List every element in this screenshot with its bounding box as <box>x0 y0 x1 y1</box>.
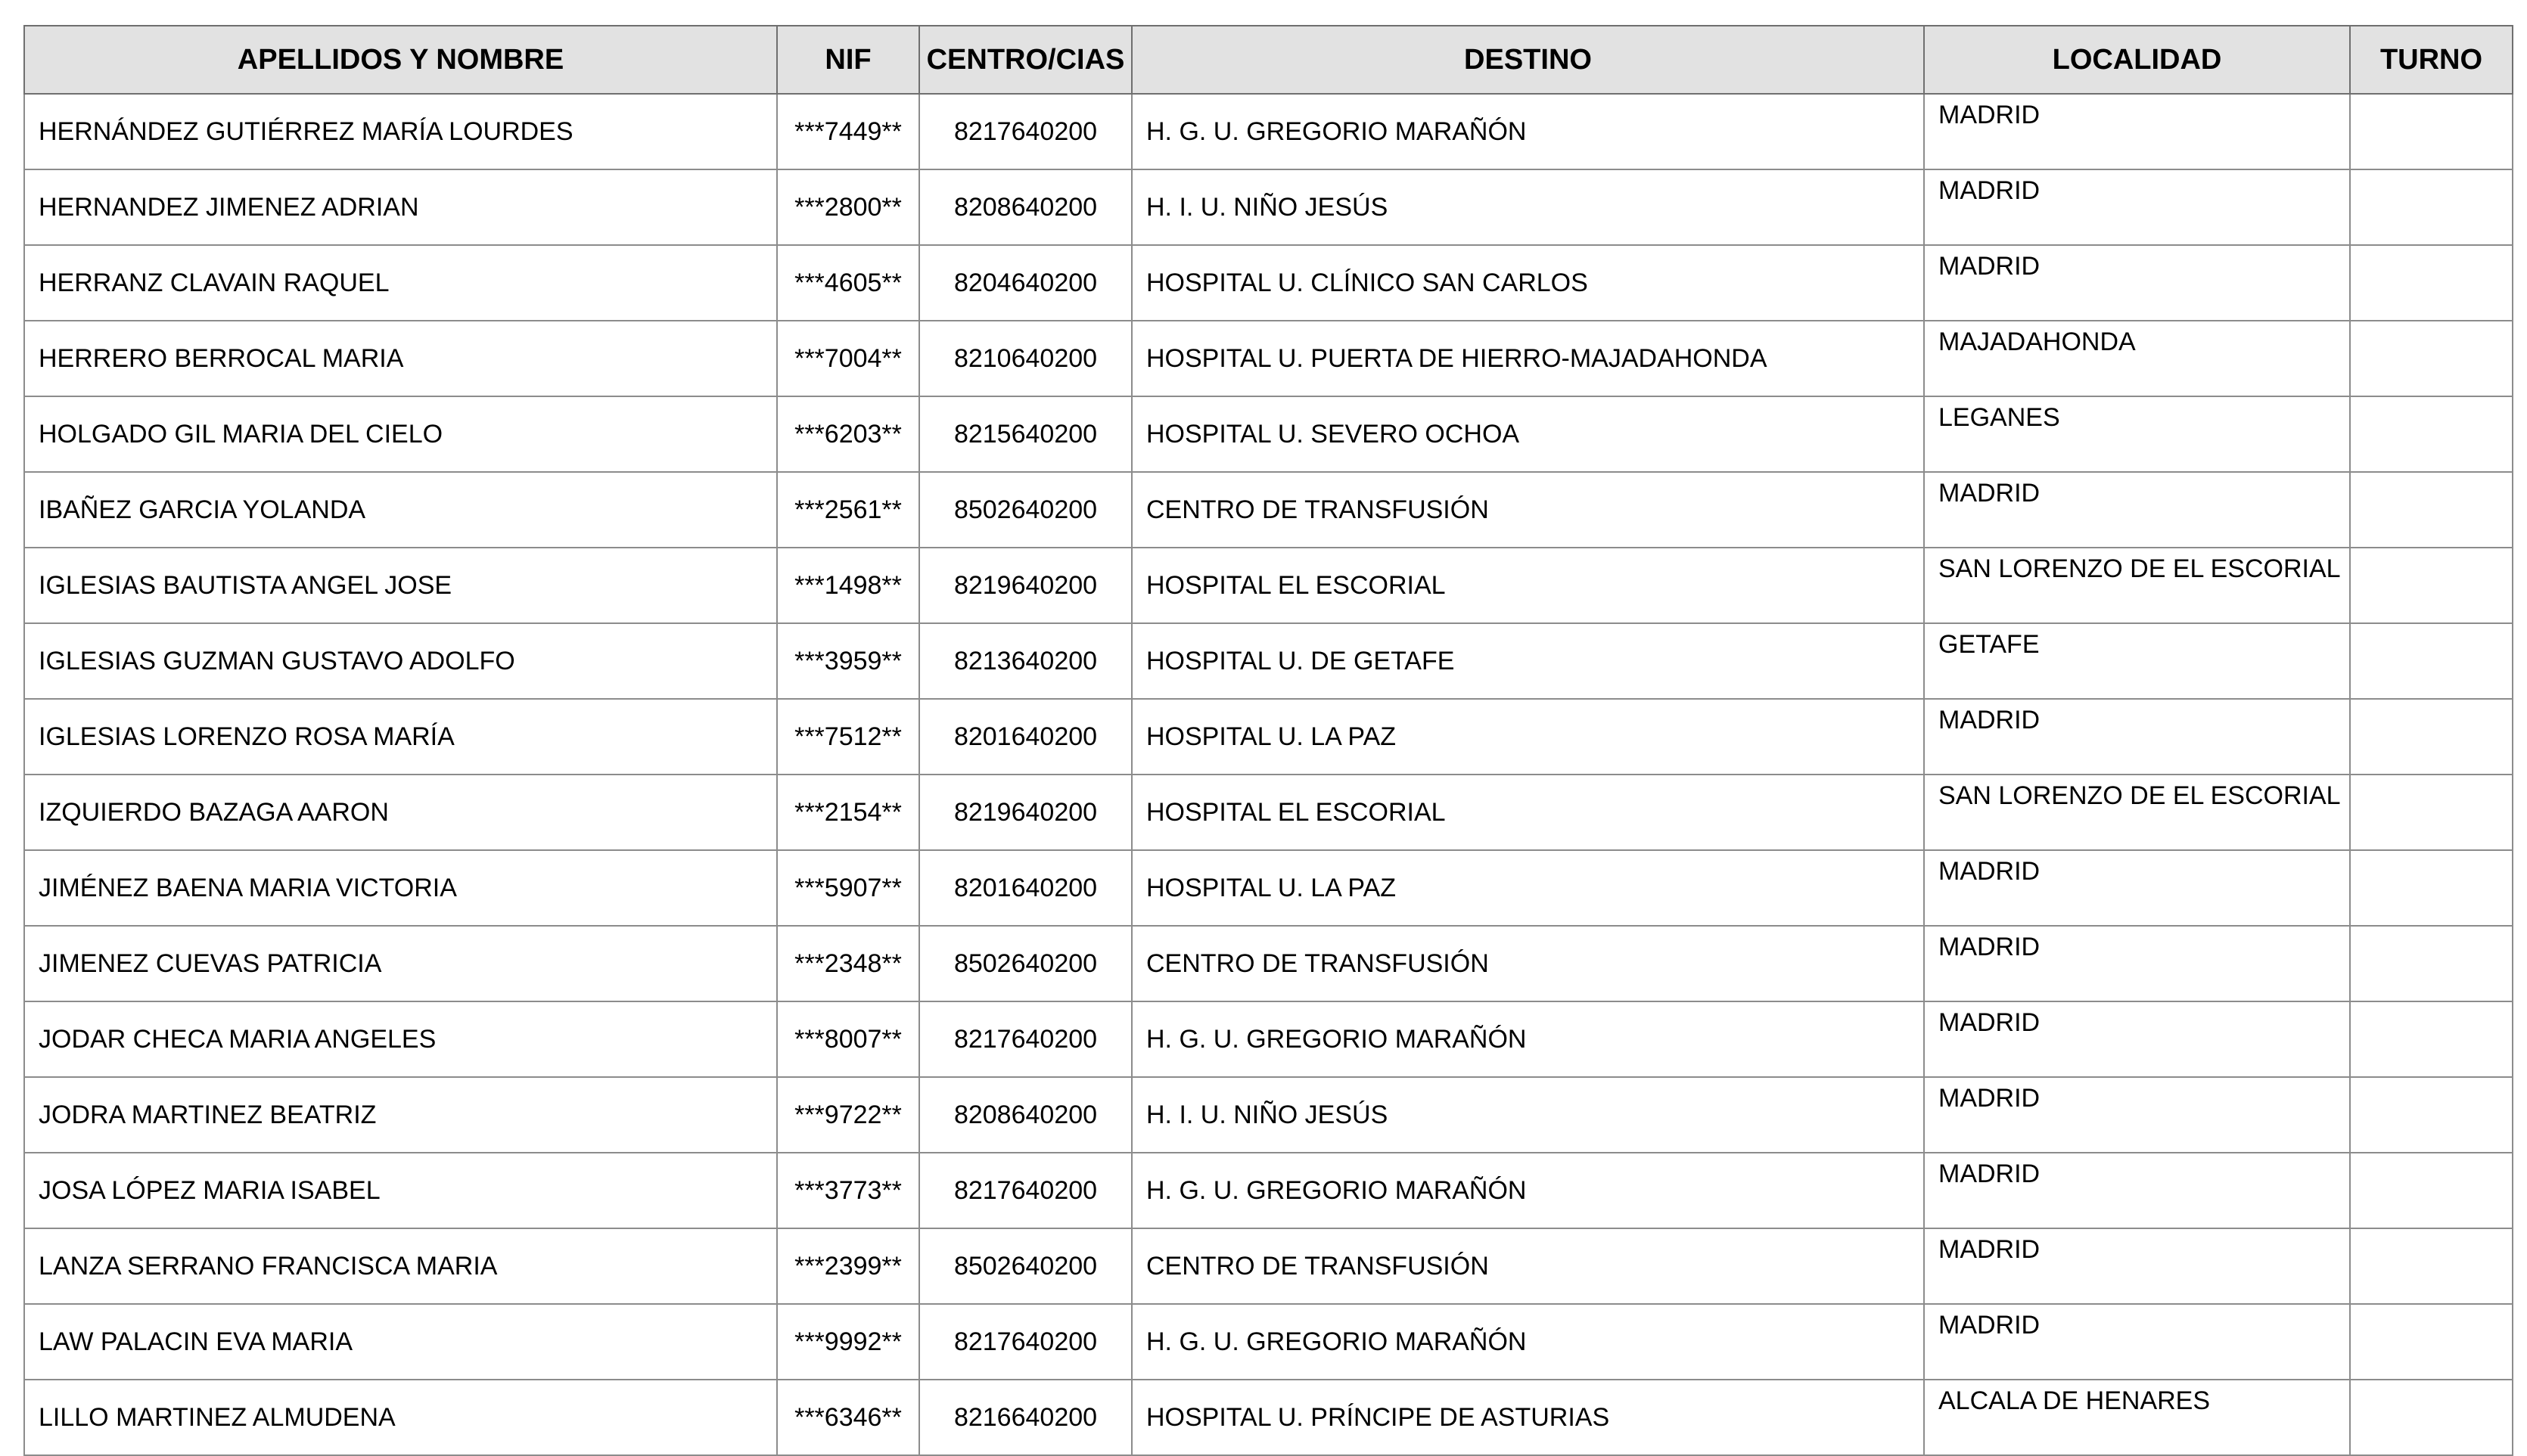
cell-localidad <box>1924 623 2350 699</box>
cell-localidad <box>1924 1304 2350 1380</box>
cell-turno <box>2350 775 2513 850</box>
cell-nif: ***9722** <box>777 1077 919 1153</box>
localidad-text: ALCALA DE HENARES <box>1938 1386 2211 1415</box>
cell-destino: HOSPITAL EL ESCORIAL <box>1132 548 1924 623</box>
cell-apellidos-nombre: JOSA LÓPEZ MARIA ISABEL <box>24 1153 777 1228</box>
cell-destino: H. I. U. NIÑO JESÚS <box>1132 169 1924 245</box>
cell-nif: ***7512** <box>777 699 919 775</box>
cell-localidad <box>1924 1077 2350 1153</box>
cell-centro-cias: 8217640200 <box>919 94 1132 169</box>
cell-turno <box>2350 169 2513 245</box>
cell-turno <box>2350 850 2513 926</box>
cell-turno <box>2350 472 2513 548</box>
cell-centro-cias: 8219640200 <box>919 775 1132 850</box>
localidad-text: MADRID <box>1938 101 2041 129</box>
cell-destino: CENTRO DE TRANSFUSIÓN <box>1132 472 1924 548</box>
cell-localidad <box>1924 775 2350 850</box>
cell-apellidos-nombre: HERNANDEZ JIMENEZ ADRIAN <box>24 169 777 245</box>
table-row <box>24 396 2513 472</box>
cell-apellidos-nombre: IGLESIAS LORENZO ROSA MARÍA <box>24 699 777 775</box>
localidad-text: GETAFE <box>1938 630 2040 659</box>
localidad-text: SAN LORENZO DE EL ESCORIAL <box>1938 781 2341 810</box>
cell-nif: ***7449** <box>777 94 919 169</box>
cell-turno <box>2350 1001 2513 1077</box>
cell-localidad <box>1924 1001 2350 1077</box>
header-localidad: LOCALIDAD <box>1924 26 2350 94</box>
cell-apellidos-nombre: LILLO MARTINEZ ALMUDENA <box>24 1380 777 1455</box>
table-row <box>24 94 2513 169</box>
cell-turno <box>2350 94 2513 169</box>
localidad-text: MADRID <box>1938 857 2041 886</box>
cell-apellidos-nombre: JIMENEZ CUEVAS PATRICIA <box>24 926 777 1001</box>
cell-apellidos-nombre: IZQUIERDO BAZAGA AARON <box>24 775 777 850</box>
localidad-text: MADRID <box>1938 1160 2041 1188</box>
cell-centro-cias: 8208640200 <box>919 169 1132 245</box>
localidad-text: MADRID <box>1938 1008 2041 1037</box>
cell-turno <box>2350 245 2513 321</box>
cell-nif: ***5907** <box>777 850 919 926</box>
cell-nif: ***2399** <box>777 1228 919 1304</box>
cell-nif: ***8007** <box>777 1001 919 1077</box>
cell-destino: H. I. U. NIÑO JESÚS <box>1132 1077 1924 1153</box>
cell-turno <box>2350 926 2513 1001</box>
table-row <box>24 1228 2513 1304</box>
cell-localidad <box>1924 699 2350 775</box>
table-body <box>24 94 2513 1455</box>
cell-nif: ***2348** <box>777 926 919 1001</box>
cell-turno <box>2350 1380 2513 1455</box>
cell-centro-cias: 8204640200 <box>919 245 1132 321</box>
cell-centro-cias: 8213640200 <box>919 623 1132 699</box>
cell-centro-cias: 8217640200 <box>919 1304 1132 1380</box>
cell-nif: ***1498** <box>777 548 919 623</box>
assignments-table-container <box>23 25 2513 1456</box>
cell-nif: ***6346** <box>777 1380 919 1455</box>
cell-nif: ***3959** <box>777 623 919 699</box>
localidad-text: MADRID <box>1938 1084 2041 1113</box>
cell-destino: CENTRO DE TRANSFUSIÓN <box>1132 926 1924 1001</box>
table-row <box>24 169 2513 245</box>
cell-centro-cias: 8502640200 <box>919 926 1132 1001</box>
cell-nif: ***4605** <box>777 245 919 321</box>
table-row <box>24 850 2513 926</box>
cell-localidad <box>1924 926 2350 1001</box>
cell-centro-cias: 8210640200 <box>919 321 1132 396</box>
cell-destino: HOSPITAL U. PUERTA DE HIERRO-MAJADAHONDA <box>1132 321 1924 396</box>
cell-destino: HOSPITAL U. LA PAZ <box>1132 699 1924 775</box>
cell-localidad <box>1924 245 2350 321</box>
cell-apellidos-nombre: HOLGADO GIL MARIA DEL CIELO <box>24 396 777 472</box>
cell-turno <box>2350 321 2513 396</box>
cell-destino: HOSPITAL U. CLÍNICO SAN CARLOS <box>1132 245 1924 321</box>
cell-destino: H. G. U. GREGORIO MARAÑÓN <box>1132 1304 1924 1380</box>
cell-localidad <box>1924 396 2350 472</box>
cell-apellidos-nombre: JODRA MARTINEZ BEATRIZ <box>24 1077 777 1153</box>
localidad-text: MADRID <box>1938 1235 2041 1264</box>
table-row <box>24 1077 2513 1153</box>
header-nif: NIF <box>777 26 919 94</box>
localidad-text: MAJADAHONDA <box>1938 328 2136 356</box>
cell-localidad <box>1924 169 2350 245</box>
cell-apellidos-nombre: JODAR CHECA MARIA ANGELES <box>24 1001 777 1077</box>
cell-turno <box>2350 699 2513 775</box>
cell-centro-cias: 8208640200 <box>919 1077 1132 1153</box>
table-row <box>24 926 2513 1001</box>
cell-apellidos-nombre: IGLESIAS GUZMAN GUSTAVO ADOLFO <box>24 623 777 699</box>
cell-apellidos-nombre: HERRANZ CLAVAIN RAQUEL <box>24 245 777 321</box>
cell-apellidos-nombre: IBAÑEZ GARCIA YOLANDA <box>24 472 777 548</box>
table-row <box>24 1153 2513 1228</box>
cell-centro-cias: 8502640200 <box>919 1228 1132 1304</box>
cell-turno <box>2350 1304 2513 1380</box>
cell-apellidos-nombre: LANZA SERRANO FRANCISCA MARIA <box>24 1228 777 1304</box>
cell-turno <box>2350 623 2513 699</box>
localidad-text: LEGANES <box>1938 403 2060 432</box>
cell-localidad <box>1924 1380 2350 1455</box>
localidad-text: MADRID <box>1938 706 2041 734</box>
cell-centro-cias: 8201640200 <box>919 850 1132 926</box>
table-row <box>24 775 2513 850</box>
cell-centro-cias: 8217640200 <box>919 1153 1132 1228</box>
cell-turno <box>2350 1228 2513 1304</box>
header-row <box>24 26 2513 94</box>
table-row <box>24 1001 2513 1077</box>
cell-apellidos-nombre: LAW PALACIN EVA MARIA <box>24 1304 777 1380</box>
cell-nif: ***9992** <box>777 1304 919 1380</box>
assignments-table <box>23 25 2513 1456</box>
cell-destino: CENTRO DE TRANSFUSIÓN <box>1132 1228 1924 1304</box>
cell-localidad <box>1924 321 2350 396</box>
cell-apellidos-nombre: HERNÁNDEZ GUTIÉRREZ MARÍA LOURDES <box>24 94 777 169</box>
localidad-text: MADRID <box>1938 176 2041 205</box>
cell-nif: ***7004** <box>777 321 919 396</box>
cell-turno <box>2350 396 2513 472</box>
cell-nif: ***2154** <box>777 775 919 850</box>
table-header <box>24 26 2513 94</box>
cell-apellidos-nombre: IGLESIAS BAUTISTA ANGEL JOSE <box>24 548 777 623</box>
header-destino: DESTINO <box>1132 26 1924 94</box>
localidad-text: SAN LORENZO DE EL ESCORIAL <box>1938 554 2341 583</box>
cell-nif: ***2561** <box>777 472 919 548</box>
header-centro-cias: CENTRO/CIAS <box>919 26 1132 94</box>
cell-centro-cias: 8201640200 <box>919 699 1132 775</box>
cell-destino: H. G. U. GREGORIO MARAÑÓN <box>1132 94 1924 169</box>
cell-apellidos-nombre: JIMÉNEZ BAENA MARIA VICTORIA <box>24 850 777 926</box>
cell-centro-cias: 8502640200 <box>919 472 1132 548</box>
cell-destino: HOSPITAL U. PRÍNCIPE DE ASTURIAS <box>1132 1380 1924 1455</box>
cell-turno <box>2350 548 2513 623</box>
cell-centro-cias: 8216640200 <box>919 1380 1132 1455</box>
cell-localidad <box>1924 548 2350 623</box>
cell-destino: HOSPITAL U. DE GETAFE <box>1132 623 1924 699</box>
cell-turno <box>2350 1153 2513 1228</box>
localidad-text: MADRID <box>1938 1311 2041 1340</box>
cell-destino: H. G. U. GREGORIO MARAÑÓN <box>1132 1001 1924 1077</box>
cell-apellidos-nombre: HERRERO BERROCAL MARIA <box>24 321 777 396</box>
cell-localidad <box>1924 472 2350 548</box>
table-row <box>24 321 2513 396</box>
cell-destino: HOSPITAL U. LA PAZ <box>1132 850 1924 926</box>
header-apellidos-nombre: APELLIDOS Y NOMBRE <box>24 26 777 94</box>
table-row <box>24 548 2513 623</box>
table-row <box>24 699 2513 775</box>
table-row <box>24 472 2513 548</box>
cell-localidad <box>1924 1153 2350 1228</box>
table-row <box>24 623 2513 699</box>
cell-localidad <box>1924 1228 2350 1304</box>
table-row <box>24 1380 2513 1455</box>
table-row <box>24 245 2513 321</box>
cell-turno <box>2350 1077 2513 1153</box>
table-row <box>24 1304 2513 1380</box>
cell-nif: ***6203** <box>777 396 919 472</box>
cell-localidad <box>1924 94 2350 169</box>
cell-destino: HOSPITAL U. SEVERO OCHOA <box>1132 396 1924 472</box>
cell-centro-cias: 8219640200 <box>919 548 1132 623</box>
cell-nif: ***3773** <box>777 1153 919 1228</box>
localidad-text: MADRID <box>1938 933 2041 961</box>
cell-destino: HOSPITAL EL ESCORIAL <box>1132 775 1924 850</box>
localidad-text: MADRID <box>1938 252 2041 281</box>
cell-centro-cias: 8217640200 <box>919 1001 1132 1077</box>
header-turno: TURNO <box>2350 26 2513 94</box>
cell-nif: ***2800** <box>777 169 919 245</box>
cell-centro-cias: 8215640200 <box>919 396 1132 472</box>
cell-localidad <box>1924 850 2350 926</box>
cell-destino: H. G. U. GREGORIO MARAÑÓN <box>1132 1153 1924 1228</box>
localidad-text: MADRID <box>1938 479 2041 508</box>
